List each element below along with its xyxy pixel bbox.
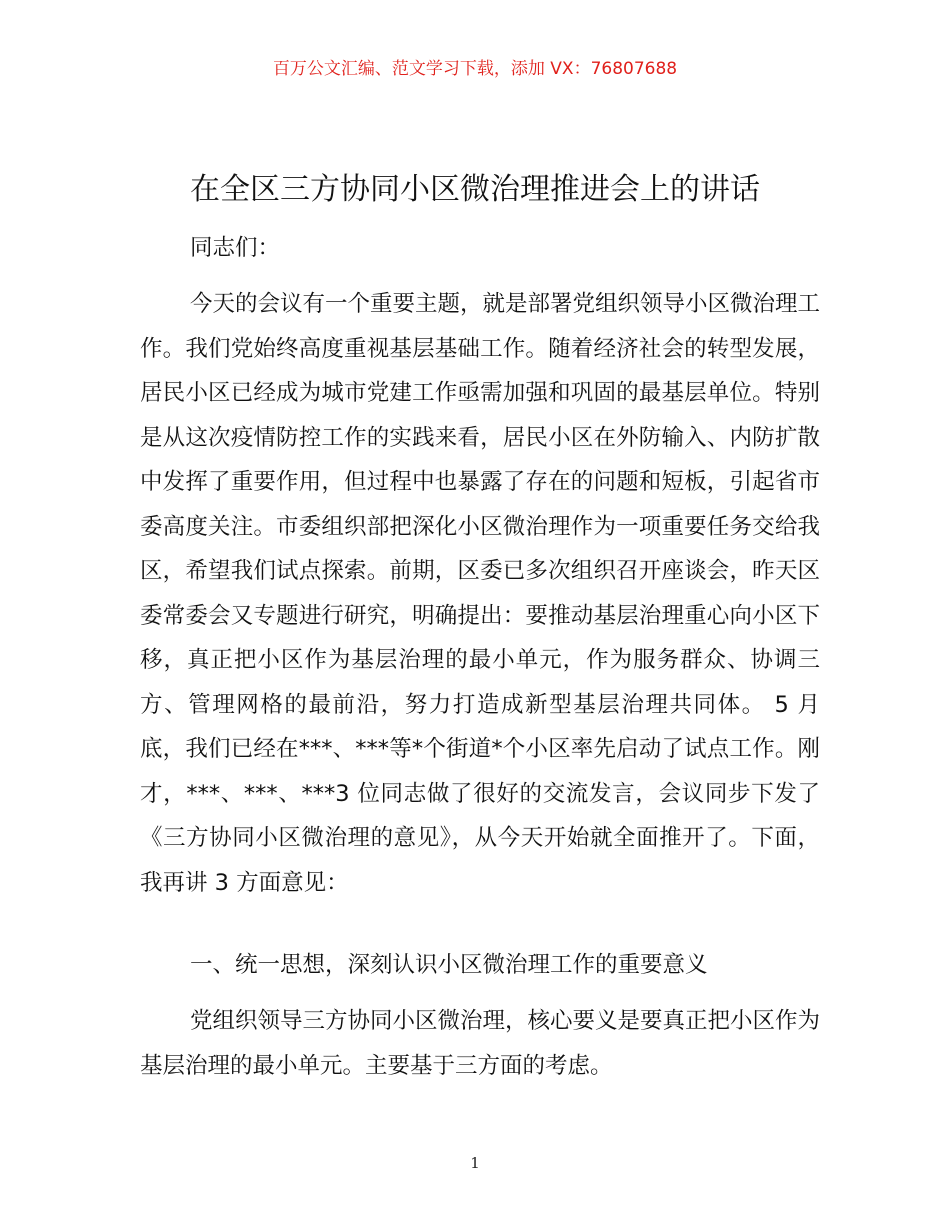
paragraph-2-text: 党组织领导三方协同小区微治理，核心要义是要真正把小区作为基层治理的最小单元。主要基于三方面的考虑。	[140, 1008, 821, 1079]
page-number: 1	[470, 1154, 480, 1172]
paragraph-1	[140, 282, 820, 905]
salutation	[140, 226, 820, 271]
paragraph-2	[140, 999, 820, 1088]
section-heading-1-text: 一、统一思想，深刻认识小区微治理工作的重要意义	[190, 952, 708, 978]
promo-banner: 百万公文汇编、范文学习下载，添加 VX：76807688	[272, 59, 678, 79]
document-title: 在全区三方协同小区微治理推进会上的讲话	[190, 172, 760, 207]
paragraph-1-text: 今天的会议有一个重要主题，就是部署党组织领导小区微治理工作。我们党始终高度重视基层基础工作。随着经济社会的转型发展，居民小区已经成为城市党建工作亟需加强和巩固的最基层单位。特别是从这次疫情防控工作的实践来看，居民小区在外防输入、内防扩散中发挥了重要作用，但过程中也暴露了存在的问题和短板，引起省市委高度关注。市委组织部把深化小区微治理作为一项重要任务交给我区，希望我们试点探索。前期，区委已多次组织召开座谈会，昨天区委常委会又专题进行研究，明确提出：要推动基层治理重心向小区下移，真正把小区作为基层治理的最小单元，作为服务群众、协调三方、管理网格的最前沿，努力打造成新型基层治理共同体。 5 月底，我们已经在***、***等*个街道*个小区率先启动了试点工作。刚才，***、***、***3 位同志做了很好的交流发言，会议同步下发了《三方协同小区微治理的意见》，从今天开始就全面推开了。下面，我再讲 3 方面意见：	[140, 291, 821, 896]
section-heading-1	[140, 943, 820, 988]
salutation-text: 同志们：	[190, 235, 281, 261]
